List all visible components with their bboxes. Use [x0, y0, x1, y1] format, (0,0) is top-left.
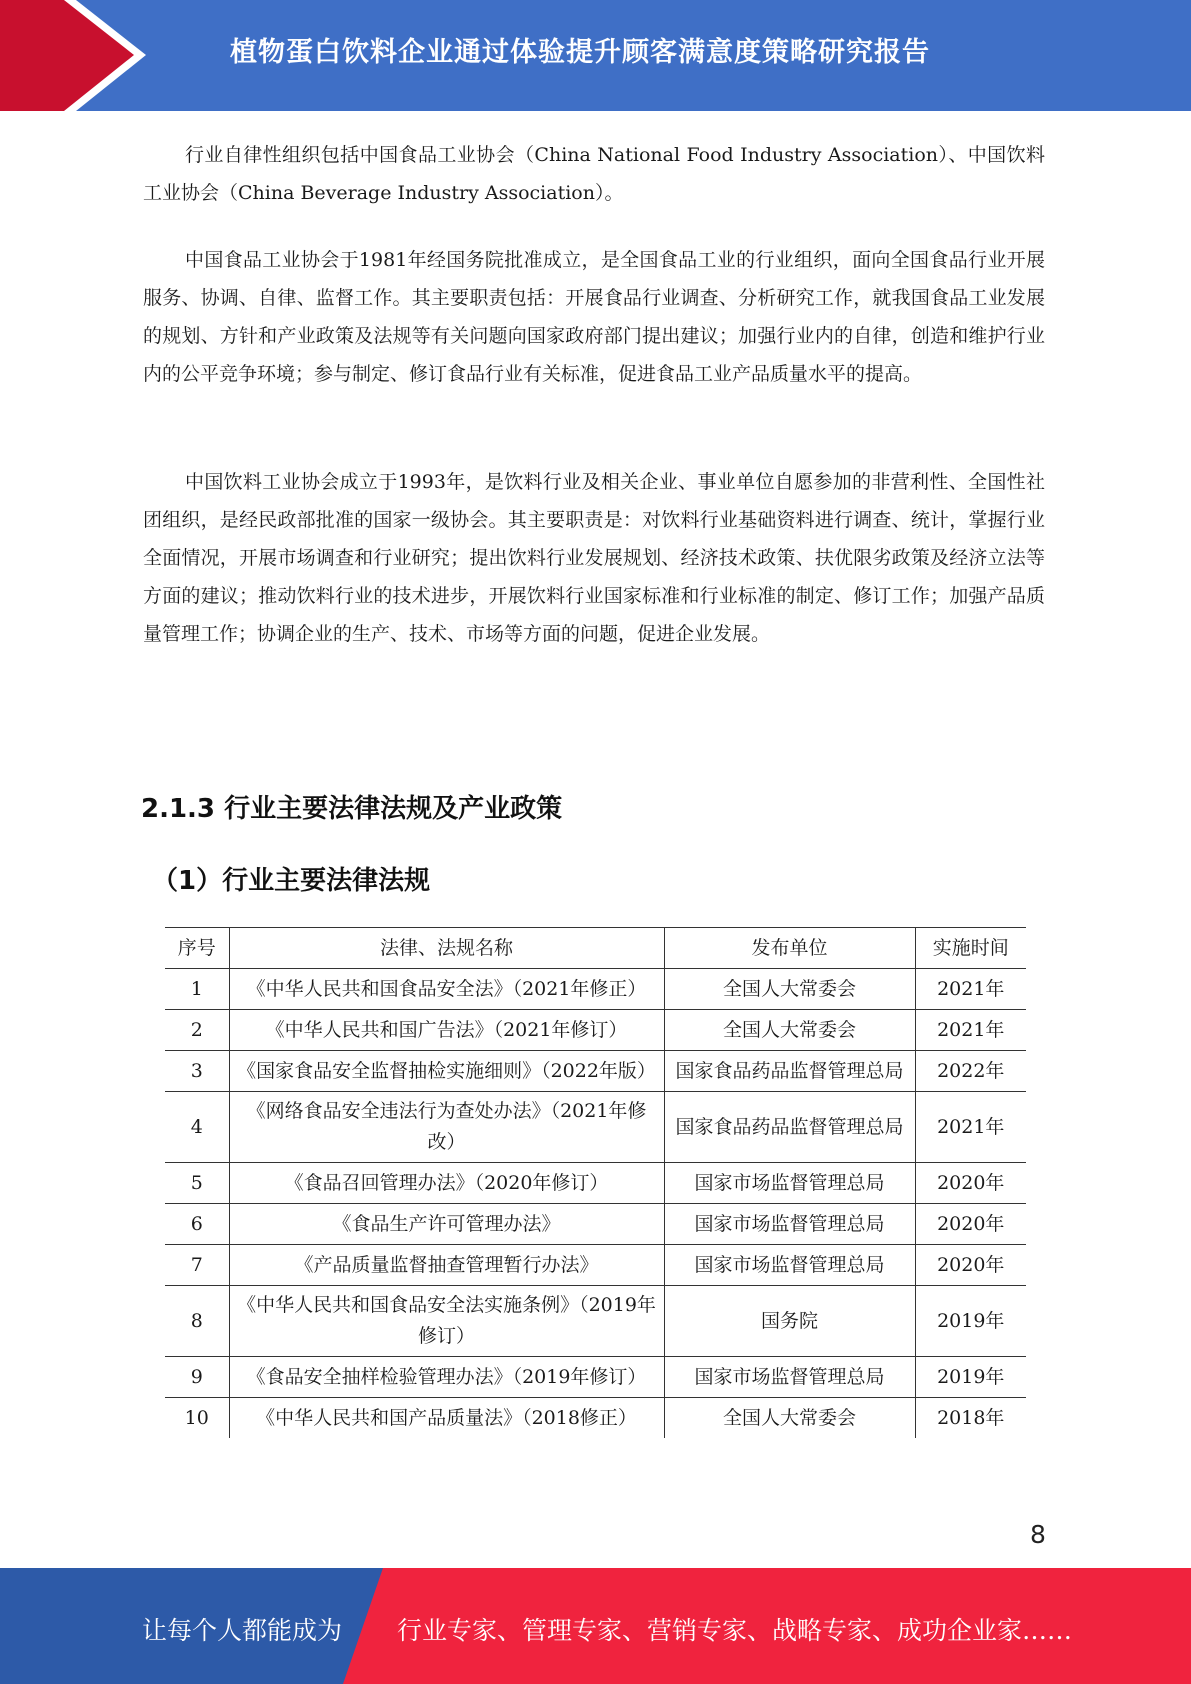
cell-issuer: 全国人大常委会 [664, 1010, 915, 1051]
cell-law-name: 《网络食品安全违法行为查处办法》（2021年修改） [229, 1092, 664, 1163]
table-row [165, 1357, 1026, 1398]
cell-index: 7 [165, 1245, 229, 1286]
cell-law-name: 《食品召回管理办法》（2020年修订） [229, 1163, 664, 1204]
cell-index: 6 [165, 1204, 229, 1245]
cell-effective-date: 2020年 [915, 1163, 1026, 1204]
cell-law-name: 《食品生产许可管理办法》 [229, 1204, 664, 1245]
table-row [165, 1398, 1026, 1439]
cell-issuer: 国家食品药品监督管理总局 [664, 1092, 915, 1163]
footer-slogan-right: 行业专家、管理专家、营销专家、战略专家、成功企业家…… [397, 1616, 1073, 1645]
table-row [165, 969, 1026, 1010]
cell-issuer: 国家市场监督管理总局 [664, 1357, 915, 1398]
cell-issuer: 国家市场监督管理总局 [664, 1204, 915, 1245]
cell-law-name: 《中华人民共和国食品安全法实施条例》（2019年修订） [229, 1286, 664, 1357]
cell-index: 9 [165, 1357, 229, 1398]
cell-issuer: 国家食品药品监督管理总局 [664, 1051, 915, 1092]
cell-law-name: 《中华人民共和国产品质量法》（2018修正） [229, 1398, 664, 1439]
cell-effective-date: 2019年 [915, 1357, 1026, 1398]
cell-index: 1 [165, 969, 229, 1010]
cell-law-name: 《中华人民共和国广告法》（2021年修订） [229, 1010, 664, 1051]
table-row [165, 1010, 1026, 1051]
laws-table [165, 927, 1026, 1438]
header-issuer: 发布单位 [664, 928, 915, 969]
paragraph-food-industry-association: 中国食品工业协会于1981年经国务院批准成立，是全国食品工业的行业组织，面向全国食品行业开展服务、协调、自律、监督工作。其主要职责包括：开展食品行业调查、分析研究工作，就我国食品工业发展的规划、方针和产业政策及法规等有关问题向国家政府部门提出建议；加强行业内的自律，创造和维护行业内的公平竞争环境；参与制定、修订食品行业有关标准，促进食品工业产品质量水平的提高。 [143, 249, 1045, 385]
cell-index: 4 [165, 1092, 229, 1163]
paragraph-self-regulatory-orgs: 行业自律性组织包括中国食品工业协会（China National Food Industry Association）、中国饮料工业协会（China Beverage Industry Association）。 [143, 144, 1045, 204]
cell-law-name: 《产品质量监督抽查管理暂行办法》 [229, 1245, 664, 1286]
table-row [165, 1051, 1026, 1092]
cell-issuer: 全国人大常委会 [664, 969, 915, 1010]
subsection-heading: （1）行业主要法律法规 [152, 866, 431, 896]
cell-law-name: 《食品安全抽样检验管理办法》（2019年修订） [229, 1357, 664, 1398]
cell-effective-date: 2022年 [915, 1051, 1026, 1092]
footer-banner [0, 1568, 1191, 1684]
cell-effective-date: 2021年 [915, 1010, 1026, 1051]
cell-index: 5 [165, 1163, 229, 1204]
cell-index: 10 [165, 1398, 229, 1439]
cell-issuer: 国务院 [664, 1286, 915, 1357]
cell-issuer: 全国人大常委会 [664, 1398, 915, 1439]
cell-law-name: 《国家食品安全监督抽检实施细则》（2022年版） [229, 1051, 664, 1092]
table-row [165, 1286, 1026, 1357]
cell-index: 8 [165, 1286, 229, 1357]
cell-effective-date: 2021年 [915, 1092, 1026, 1163]
section-heading: 2.1.3 行业主要法律法规及产业政策 [141, 794, 563, 824]
cell-effective-date: 2021年 [915, 969, 1026, 1010]
header-banner [0, 0, 1191, 111]
header-effective-date: 实施时间 [915, 928, 1026, 969]
footer-slogan-left: 让每个人都能成为 [142, 1616, 343, 1645]
report-title: 植物蛋白饮料企业通过体验提升顾客满意度策略研究报告 [230, 37, 930, 68]
cell-effective-date: 2018年 [915, 1398, 1026, 1439]
table-row [165, 1245, 1026, 1286]
page-number: 8 [1030, 1520, 1046, 1549]
table-row [165, 1163, 1026, 1204]
table-row [165, 1092, 1026, 1163]
header-law-name: 法律、法规名称 [229, 928, 664, 969]
cell-effective-date: 2020年 [915, 1245, 1026, 1286]
table-header-row [165, 928, 1026, 969]
cell-law-name: 《中华人民共和国食品安全法》（2021年修正） [229, 969, 664, 1010]
cell-effective-date: 2020年 [915, 1204, 1026, 1245]
cell-issuer: 国家市场监督管理总局 [664, 1245, 915, 1286]
table-row [165, 1204, 1026, 1245]
cell-index: 3 [165, 1051, 229, 1092]
cell-issuer: 国家市场监督管理总局 [664, 1163, 915, 1204]
header-index: 序号 [165, 928, 229, 969]
cell-effective-date: 2019年 [915, 1286, 1026, 1357]
paragraph-beverage-industry-association: 中国饮料工业协会成立于1993年，是饮料行业及相关企业、事业单位自愿参加的非营利性、全国性社团组织，是经民政部批准的国家一级协会。其主要职责是：对饮料行业基础资料进行调查、统计，掌握行业全面情况，开展市场调查和行业研究；提出饮料行业发展规划、经济技术政策、扶优限劣政策及经济立法等方面的建议；推动饮料行业的技术进步，开展饮料行业国家标准和行业标准的制定、修订工作；加强产品质量管理工作；协调企业的生产、技术、市场等方面的问题，促进企业发展。 [143, 471, 1045, 645]
cell-index: 2 [165, 1010, 229, 1051]
